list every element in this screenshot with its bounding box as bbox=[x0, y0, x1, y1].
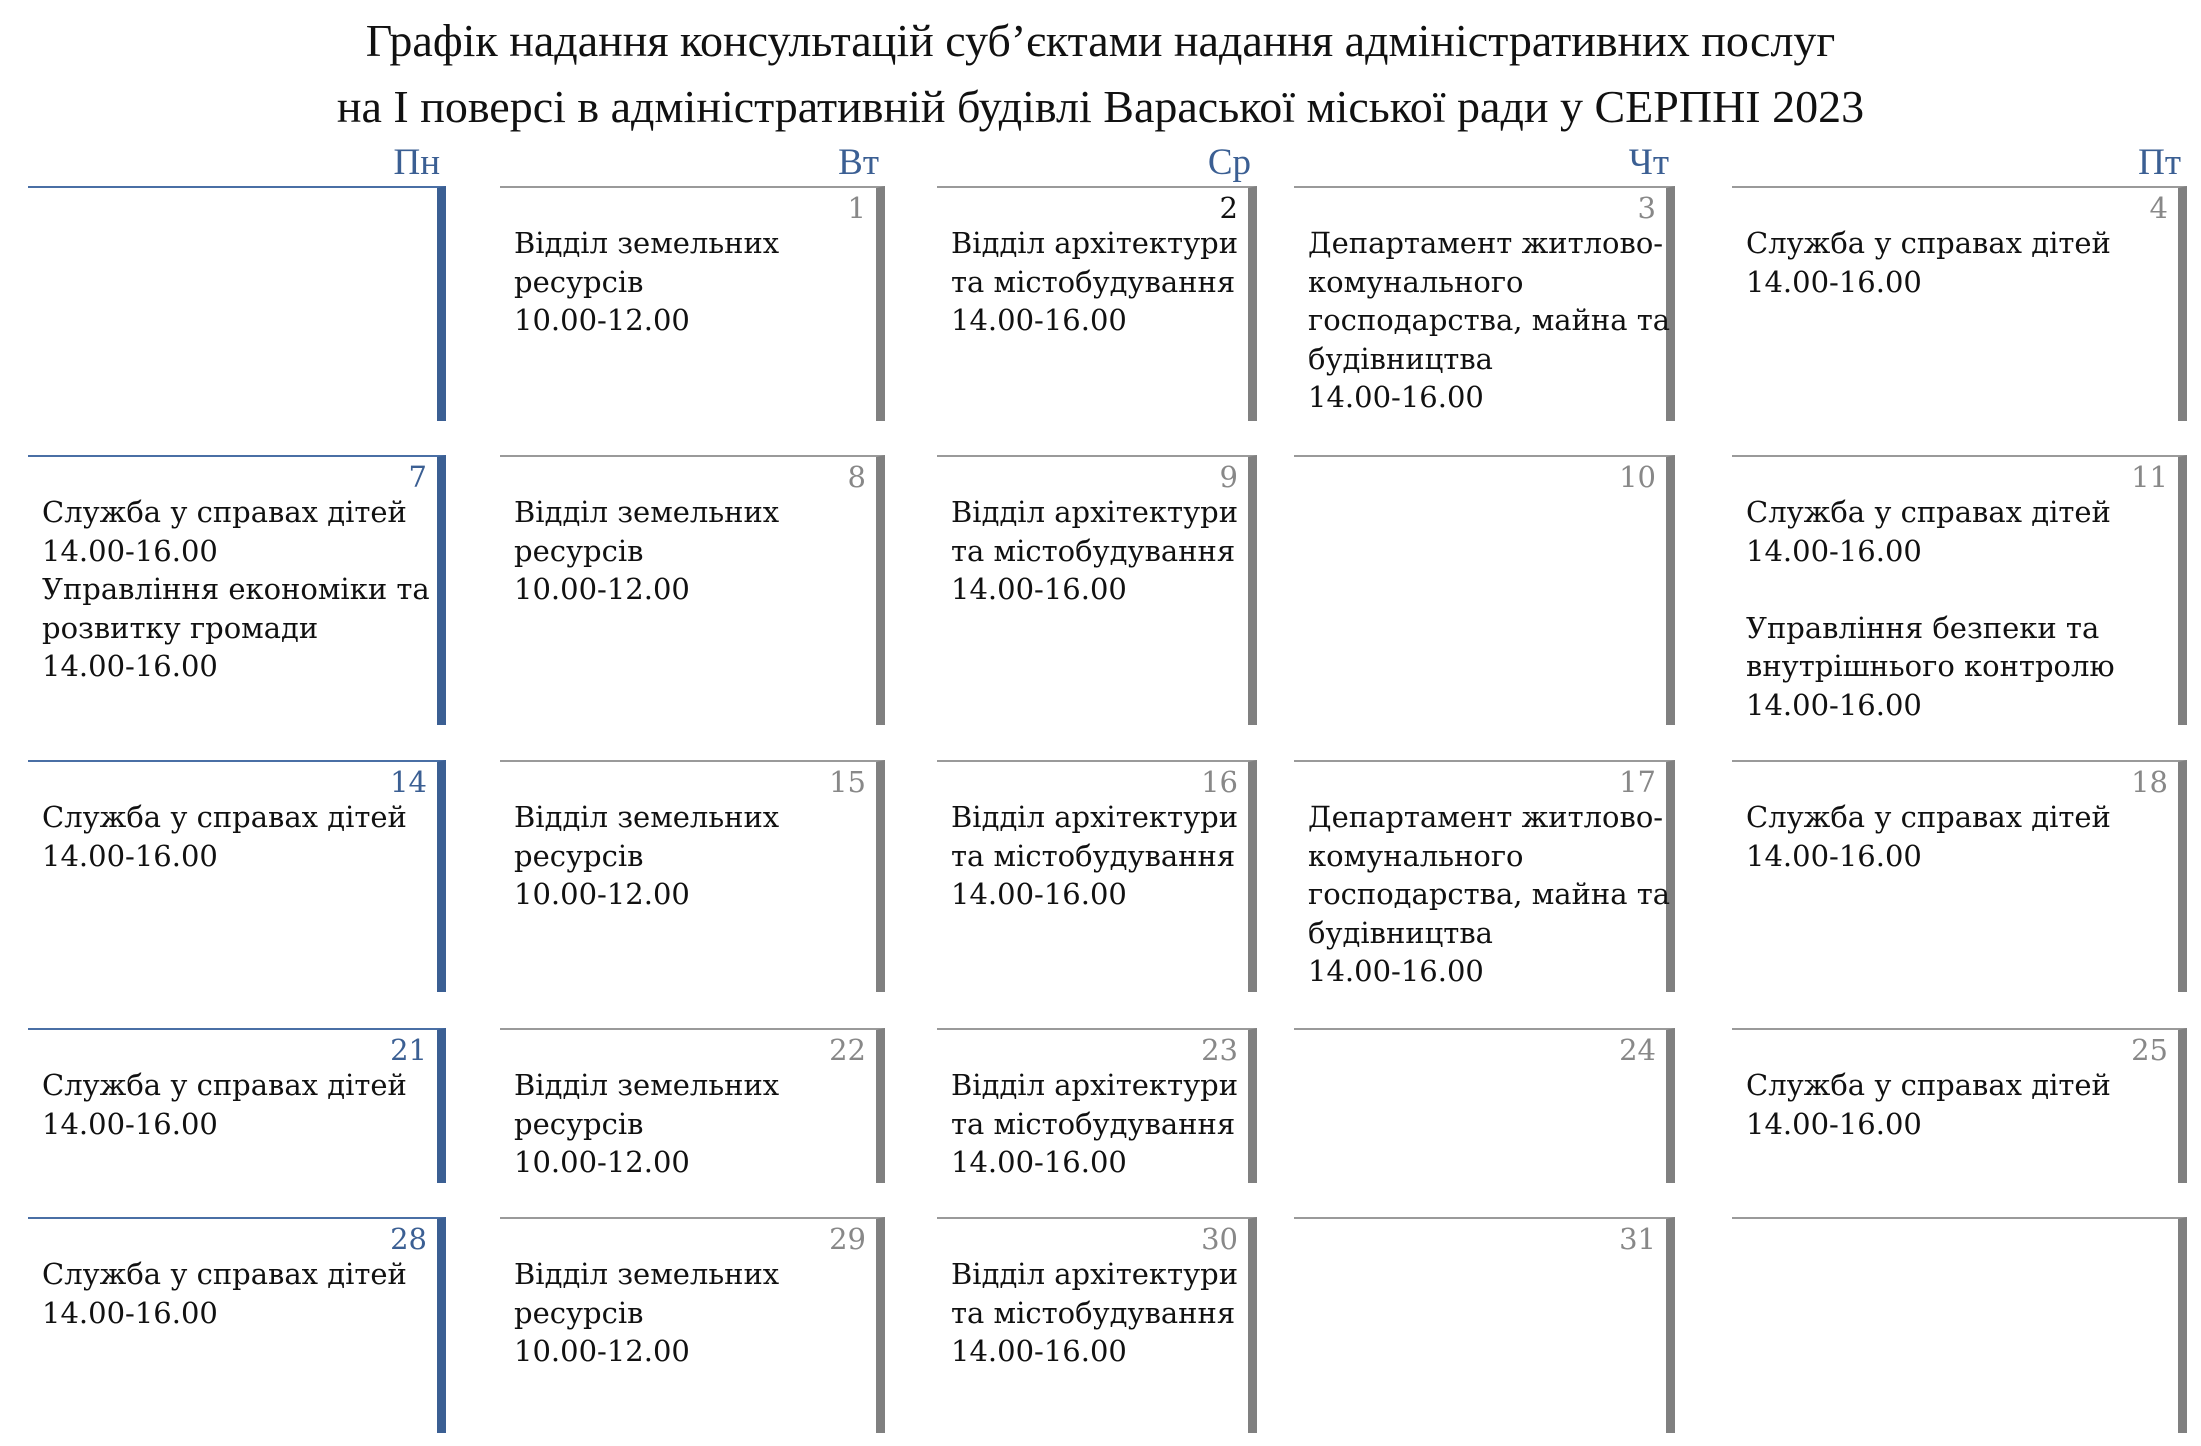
calendar-day-cell bbox=[1732, 455, 2187, 725]
department-name: та містобудування bbox=[951, 264, 1236, 299]
consultation-time: 14.00-16.00 bbox=[1746, 533, 1922, 568]
department-name: внутрішнього контролю bbox=[1746, 649, 2115, 683]
day-number: 25 bbox=[2131, 1033, 2168, 1067]
consultation-schedule bbox=[951, 1066, 1239, 1182]
consultation-schedule bbox=[1746, 1066, 2164, 1143]
department-name: Департамент житлово- bbox=[1308, 800, 1664, 834]
day-number: 23 bbox=[1201, 1033, 1238, 1067]
calendar-day-cell bbox=[937, 455, 1257, 725]
title-line-2: на І поверсі в адміністративній будівлі Вараської міської ради у СЕРПНІ 2023 bbox=[336, 81, 1865, 132]
department-name: Служба у справах дітей bbox=[42, 495, 407, 529]
consultation-time: 14.00-16.00 bbox=[1746, 264, 1922, 299]
consultation-time: 10.00-12.00 bbox=[514, 1334, 690, 1368]
consultation-schedule bbox=[42, 1066, 423, 1143]
consultation-schedule bbox=[514, 1066, 862, 1182]
calendar-day-cell bbox=[1732, 1028, 2187, 1183]
consultation-time: 14.00-16.00 bbox=[42, 649, 218, 683]
calendar-day-cell bbox=[1294, 760, 1675, 992]
consultation-time: 14.00-16.00 bbox=[42, 838, 218, 873]
department-name: та містобудування bbox=[951, 1295, 1236, 1330]
day-number: 18 bbox=[2131, 765, 2168, 799]
day-number: 28 bbox=[390, 1222, 427, 1256]
department-name: Відділ архітектури bbox=[951, 226, 1239, 260]
calendar-day-cell bbox=[1732, 760, 2187, 992]
department-name: Відділ земельних bbox=[514, 800, 780, 834]
consultation-time: 14.00-16.00 bbox=[42, 1295, 218, 1330]
department-name: будівництва bbox=[1308, 915, 1493, 950]
day-number: 14 bbox=[390, 765, 427, 799]
department-name: ресурсів bbox=[514, 1106, 644, 1141]
day-number: 15 bbox=[829, 765, 866, 799]
day-number: 9 bbox=[1219, 460, 1238, 494]
department-name: Служба у справах дітей bbox=[42, 800, 407, 834]
consultation-schedule bbox=[42, 1255, 423, 1332]
consultation-time: 14.00-16.00 bbox=[951, 303, 1127, 337]
calendar-day-cell bbox=[937, 186, 1257, 421]
consultation-schedule bbox=[1746, 224, 2164, 301]
department-name: комунального bbox=[1308, 838, 1524, 873]
consultation-time: 14.00-16.00 bbox=[951, 572, 1127, 606]
department-name: Служба у справах дітей bbox=[1746, 800, 2111, 834]
day-number: 29 bbox=[829, 1222, 866, 1256]
department-name: Служба у справах дітей bbox=[1746, 226, 2111, 260]
department-name: Відділ земельних bbox=[514, 1257, 780, 1291]
department-name: Управління економіки та bbox=[42, 572, 430, 606]
consultation-schedule bbox=[1746, 798, 2164, 875]
consultation-schedule bbox=[1308, 224, 1671, 417]
consultation-schedule bbox=[514, 493, 862, 609]
consultation-time: 14.00-16.00 bbox=[951, 1145, 1127, 1179]
consultation-schedule bbox=[42, 798, 423, 875]
weekday-header: Ср bbox=[1207, 142, 1251, 183]
department-name: Служба у справах дітей bbox=[42, 1257, 407, 1291]
day-number: 16 bbox=[1201, 765, 1238, 799]
consultation-time: 14.00-16.00 bbox=[42, 533, 218, 568]
calendar-day-cell bbox=[500, 1217, 885, 1433]
day-number: 10 bbox=[1619, 460, 1656, 494]
consultation-time: 14.00-16.00 bbox=[951, 877, 1127, 911]
department-name: ресурсів bbox=[514, 264, 644, 299]
department-name: Відділ архітектури bbox=[951, 800, 1239, 834]
calendar-day-cell bbox=[500, 1028, 885, 1183]
consultation-schedule bbox=[951, 1255, 1239, 1371]
day-number: 24 bbox=[1619, 1033, 1656, 1067]
calendar-day-cell bbox=[28, 186, 446, 421]
consultation-schedule bbox=[1746, 493, 2164, 724]
calendar-day-cell bbox=[500, 760, 885, 992]
weekday-header: Пт bbox=[2138, 142, 2181, 183]
department-name: та містобудування bbox=[951, 1106, 1236, 1141]
calendar-day-cell bbox=[28, 1217, 446, 1433]
calendar-day-cell bbox=[1294, 186, 1675, 421]
department-name: будівництва bbox=[1308, 341, 1493, 376]
consultation-time: 10.00-12.00 bbox=[514, 303, 690, 337]
consultation-time: 14.00-16.00 bbox=[1308, 954, 1484, 988]
consultation-time: 14.00-16.00 bbox=[1746, 1106, 1922, 1141]
calendar-day-cell bbox=[1732, 186, 2187, 421]
calendar-day-cell bbox=[500, 186, 885, 421]
day-number: 22 bbox=[829, 1033, 866, 1067]
consultation-schedule bbox=[951, 224, 1239, 340]
consultation-schedule bbox=[514, 1255, 862, 1371]
day-number: 3 bbox=[1637, 191, 1656, 225]
department-name: Відділ архітектури bbox=[951, 495, 1239, 529]
consultation-time: 14.00-16.00 bbox=[1746, 687, 1922, 722]
calendar-day-cell bbox=[1294, 1217, 1675, 1433]
department-name: Департамент житлово- bbox=[1308, 226, 1664, 260]
department-name: Управління безпеки та bbox=[1746, 610, 2100, 645]
consultation-schedule bbox=[42, 493, 430, 686]
department-name: Відділ земельних bbox=[514, 226, 780, 260]
department-name: ресурсів bbox=[514, 533, 644, 568]
title-line-1: Графік надання консультацій суб’єктами надання адміністративних послуг bbox=[365, 15, 1836, 66]
day-number: 2 bbox=[1219, 191, 1238, 225]
calendar-day-cell bbox=[500, 455, 885, 725]
day-number: 7 bbox=[408, 460, 427, 494]
calendar-day-cell bbox=[1294, 1028, 1675, 1183]
calendar-day-cell bbox=[937, 1028, 1257, 1183]
consultation-time: 14.00-16.00 bbox=[42, 1106, 218, 1141]
page-title bbox=[0, 8, 2201, 140]
weekday-header: Пн bbox=[393, 142, 440, 183]
calendar-day-cell bbox=[1294, 455, 1675, 725]
consultation-time: 10.00-12.00 bbox=[514, 1145, 690, 1179]
day-number: 30 bbox=[1201, 1222, 1238, 1256]
day-number: 31 bbox=[1619, 1222, 1656, 1256]
department-name: господарства, майна та bbox=[1308, 877, 1671, 911]
consultation-time: 14.00-16.00 bbox=[1746, 838, 1922, 873]
consultation-time: 10.00-12.00 bbox=[514, 877, 690, 911]
department-name: Відділ архітектури bbox=[951, 1257, 1239, 1291]
consultation-schedule bbox=[951, 493, 1239, 609]
consultation-schedule bbox=[951, 798, 1239, 914]
department-name: ресурсів bbox=[514, 838, 644, 873]
department-name: Відділ земельних bbox=[514, 495, 780, 529]
department-name: Служба у справах дітей bbox=[42, 1068, 407, 1102]
department-name: господарства, майна та bbox=[1308, 303, 1671, 337]
calendar-day-cell bbox=[28, 1028, 446, 1183]
department-name: Відділ архітектури bbox=[951, 1068, 1239, 1102]
department-name: Служба у справах дітей bbox=[1746, 495, 2111, 529]
day-number: 1 bbox=[847, 191, 866, 225]
department-name: ресурсів bbox=[514, 1295, 644, 1330]
department-name: Служба у справах дітей bbox=[1746, 1068, 2111, 1102]
consultation-time: 14.00-16.00 bbox=[951, 1334, 1127, 1368]
day-number: 21 bbox=[390, 1033, 427, 1067]
department-name bbox=[1746, 570, 2164, 609]
consultation-schedule bbox=[514, 798, 862, 914]
consultation-schedule bbox=[1308, 798, 1671, 991]
calendar-day-cell bbox=[28, 455, 446, 725]
weekday-header: Чт bbox=[1628, 142, 1669, 183]
calendar-day-cell bbox=[937, 760, 1257, 992]
department-name: комунального bbox=[1308, 264, 1524, 299]
department-name: та містобудування bbox=[951, 533, 1236, 568]
department-name: та містобудування bbox=[951, 838, 1236, 873]
day-number: 11 bbox=[2131, 460, 2168, 494]
day-number: 8 bbox=[847, 460, 866, 494]
day-number: 4 bbox=[2149, 191, 2168, 225]
department-name: Відділ земельних bbox=[514, 1068, 780, 1102]
calendar-day-cell bbox=[28, 760, 446, 992]
calendar-day-cell bbox=[937, 1217, 1257, 1433]
day-number: 17 bbox=[1619, 765, 1656, 799]
calendar-day-cell bbox=[1732, 1217, 2187, 1433]
consultation-time: 14.00-16.00 bbox=[1308, 380, 1484, 414]
consultation-time: 10.00-12.00 bbox=[514, 572, 690, 606]
department-name: розвитку громади bbox=[42, 610, 319, 645]
weekday-header: Вт bbox=[838, 142, 879, 183]
consultation-schedule bbox=[514, 224, 862, 340]
